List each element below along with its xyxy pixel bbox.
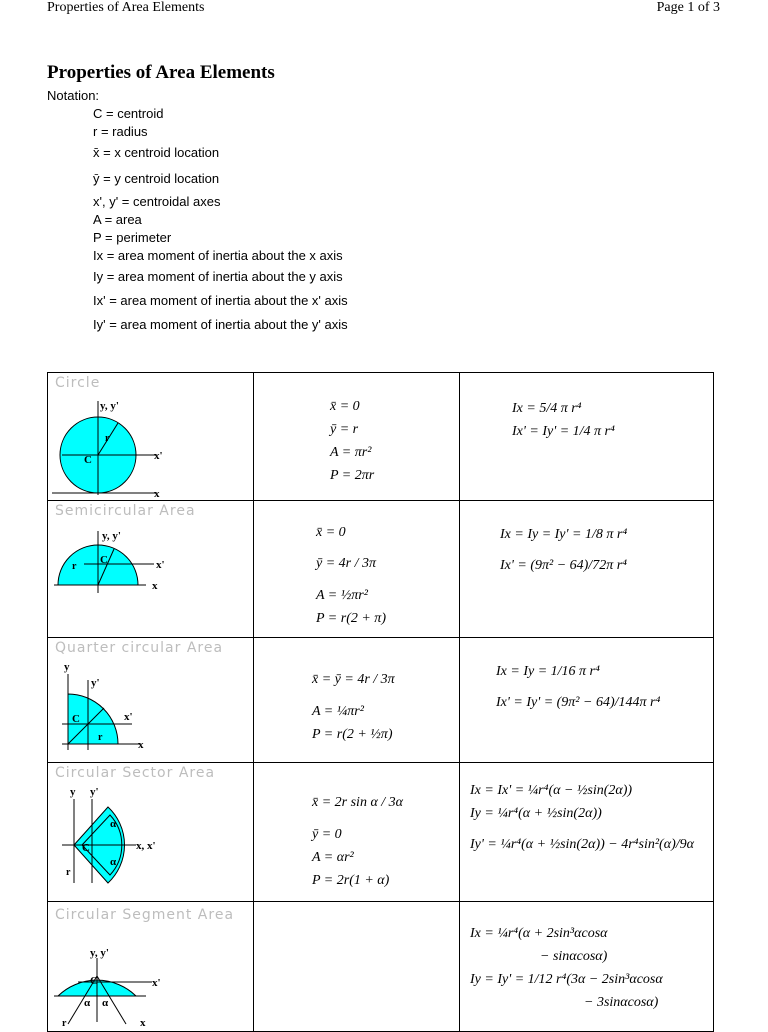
notation-item: Iy = area moment of inertia about the y axis <box>93 269 343 284</box>
axis-label: x, x' <box>136 840 156 852</box>
centroid-label: C <box>90 975 98 987</box>
centroid-cell <box>254 902 460 1032</box>
shape-title: Circle <box>55 375 101 391</box>
axis-label: x' <box>124 711 133 723</box>
shape-cell <box>48 501 254 638</box>
inertia-equations <box>470 779 694 865</box>
centroid-label: C <box>72 713 80 725</box>
axis-label: y' <box>90 786 99 798</box>
equation: − sinαcosα) <box>540 949 608 964</box>
equation: P = 2r(1 + α) <box>312 873 390 888</box>
header-title: Properties of Area Elements <box>47 0 205 15</box>
inertia-equations <box>496 660 660 723</box>
semicircle-diagram <box>48 501 253 638</box>
axis-label: y, y' <box>90 947 109 959</box>
equation: Ix = Iy = Iy' = 1/8 π r⁴ <box>500 527 628 542</box>
centroid-equations <box>312 660 395 746</box>
radius-label: r <box>72 561 77 572</box>
equation: ȳ = 4r / 3π <box>316 556 377 571</box>
equation: P = r(2 + ½π) <box>312 727 393 742</box>
angle-label: α <box>110 856 117 868</box>
axis-label: y, y' <box>100 400 119 412</box>
equation: Ix' = Iy' = (9π² − 64)/144π r⁴ <box>496 695 661 710</box>
equation: ȳ = 0 <box>312 827 342 842</box>
equation: A = ½πr² <box>316 588 368 603</box>
angle-label: α <box>110 818 117 830</box>
notation-item: Iy' = area moment of inertia about the y' axis <box>93 317 348 332</box>
equation: − 3sinαcosα) <box>584 995 659 1010</box>
area-properties-table <box>47 372 714 1032</box>
axis-label: y <box>70 786 76 798</box>
radius-label: r <box>98 732 103 743</box>
notation-item: x̄ = x centroid location <box>93 145 220 160</box>
centroid-label: C <box>100 554 108 566</box>
axis-label: x <box>154 488 160 500</box>
angle-label: α <box>84 997 91 1009</box>
shape-title: Quarter circular Area <box>55 640 224 656</box>
equation: Ix' = (9π² − 64)/72π r⁴ <box>500 558 628 573</box>
equation: x̄ = 0 <box>316 525 346 540</box>
notation-item: A = area <box>93 212 142 227</box>
shape-cell <box>48 763 254 902</box>
equation: Ix = Ix' = ¼r⁴(α − ½sin(2α)) <box>470 783 633 798</box>
centroid-label: C <box>82 842 90 854</box>
circular-segment-diagram <box>48 902 253 1032</box>
equation: Ix = ¼r⁴(α + 2sin³αcosα <box>470 926 608 941</box>
inertia-equations <box>500 523 627 586</box>
centroid-equations <box>330 395 374 487</box>
centroid-cell <box>254 373 460 501</box>
centroid-label: C <box>84 454 92 466</box>
equation: A = αr² <box>312 850 354 865</box>
table-row <box>48 763 714 902</box>
table-row <box>48 638 714 763</box>
equation: Iy = Iy' = 1/12 r⁴(3α − 2sin³αcosα <box>470 972 663 987</box>
axis-label: y, y' <box>102 530 121 542</box>
axis-label: x <box>138 739 144 751</box>
equation: Ix = 5/4 π r⁴ <box>512 401 582 416</box>
circular-sector-diagram <box>48 763 253 902</box>
equation: Iy' = ¼r⁴(α + ½sin(2α)) − 4r⁴sin²(α)/9α <box>470 837 694 852</box>
equation: x̄ = 0 <box>330 399 360 414</box>
centroid-cell <box>254 638 460 763</box>
notation-item: Ix = area moment of inertia about the x axis <box>93 248 343 263</box>
axis-label: y <box>64 661 70 673</box>
table-row <box>48 902 714 1032</box>
notation-item: x', y' = centroidal axes <box>93 194 221 209</box>
centroid-cell <box>254 501 460 638</box>
notation-title: Notation: <box>47 88 100 103</box>
table-row <box>48 373 714 501</box>
notation-section <box>47 88 348 337</box>
table-row <box>48 501 714 638</box>
inertia-cell <box>460 373 714 501</box>
axis-label: x <box>140 1017 146 1029</box>
page-number: Page 1 of 3 <box>656 0 720 15</box>
circle-diagram <box>48 373 253 501</box>
page-header <box>0 0 768 20</box>
equation: ȳ = r <box>330 422 359 437</box>
axis-label: x' <box>152 977 161 989</box>
shape-title: Semicircular Area <box>55 503 196 519</box>
shape-title: Circular Segment Area <box>55 907 235 923</box>
notation-item: Ix' = area moment of inertia about the x' axis <box>93 293 348 308</box>
notation-item: r = radius <box>93 124 148 139</box>
quarter-circle-diagram <box>48 638 253 763</box>
inertia-equations <box>470 922 663 1014</box>
axis-label: x' <box>156 559 165 571</box>
equation: x̄ = ȳ = 4r / 3π <box>312 672 395 687</box>
inertia-cell <box>460 902 714 1032</box>
radius-label: r <box>66 867 71 878</box>
centroid-cell <box>254 763 460 902</box>
axis-label: x <box>152 580 158 592</box>
radius-label: r <box>105 433 110 444</box>
shape-cell <box>48 373 254 501</box>
shape-title: Circular Sector Area <box>55 765 216 781</box>
inertia-cell <box>460 501 714 638</box>
equation: Ix = Iy = 1/16 π r⁴ <box>496 664 600 679</box>
centroid-equations <box>312 783 403 892</box>
shape-cell <box>48 638 254 763</box>
centroid-equations <box>316 521 386 630</box>
inertia-cell <box>460 763 714 902</box>
page-title: Properties of Area Elements <box>47 62 275 83</box>
equation: A = ¼πr² <box>312 704 364 719</box>
equation: P = 2πr <box>330 468 375 483</box>
equation: Iy = ¼r⁴(α + ½sin(2α)) <box>470 806 602 821</box>
axis-label: x' <box>154 450 163 462</box>
shape-cell <box>48 902 254 1032</box>
notation-item: ȳ = y centroid location <box>93 171 220 186</box>
equation: A = πr² <box>330 445 372 460</box>
inertia-equations <box>512 397 615 443</box>
notation-item: P = perimeter <box>93 230 172 245</box>
notation-item: C = centroid <box>93 106 164 121</box>
equation: x̄ = 2r sin α / 3α <box>312 795 404 810</box>
radius-label: r <box>62 1018 67 1029</box>
axis-label: y' <box>91 677 100 689</box>
angle-label: α <box>102 997 109 1009</box>
inertia-cell <box>460 638 714 763</box>
equation: P = r(2 + π) <box>316 611 386 626</box>
equation: Ix' = Iy' = 1/4 π r⁴ <box>512 424 615 439</box>
